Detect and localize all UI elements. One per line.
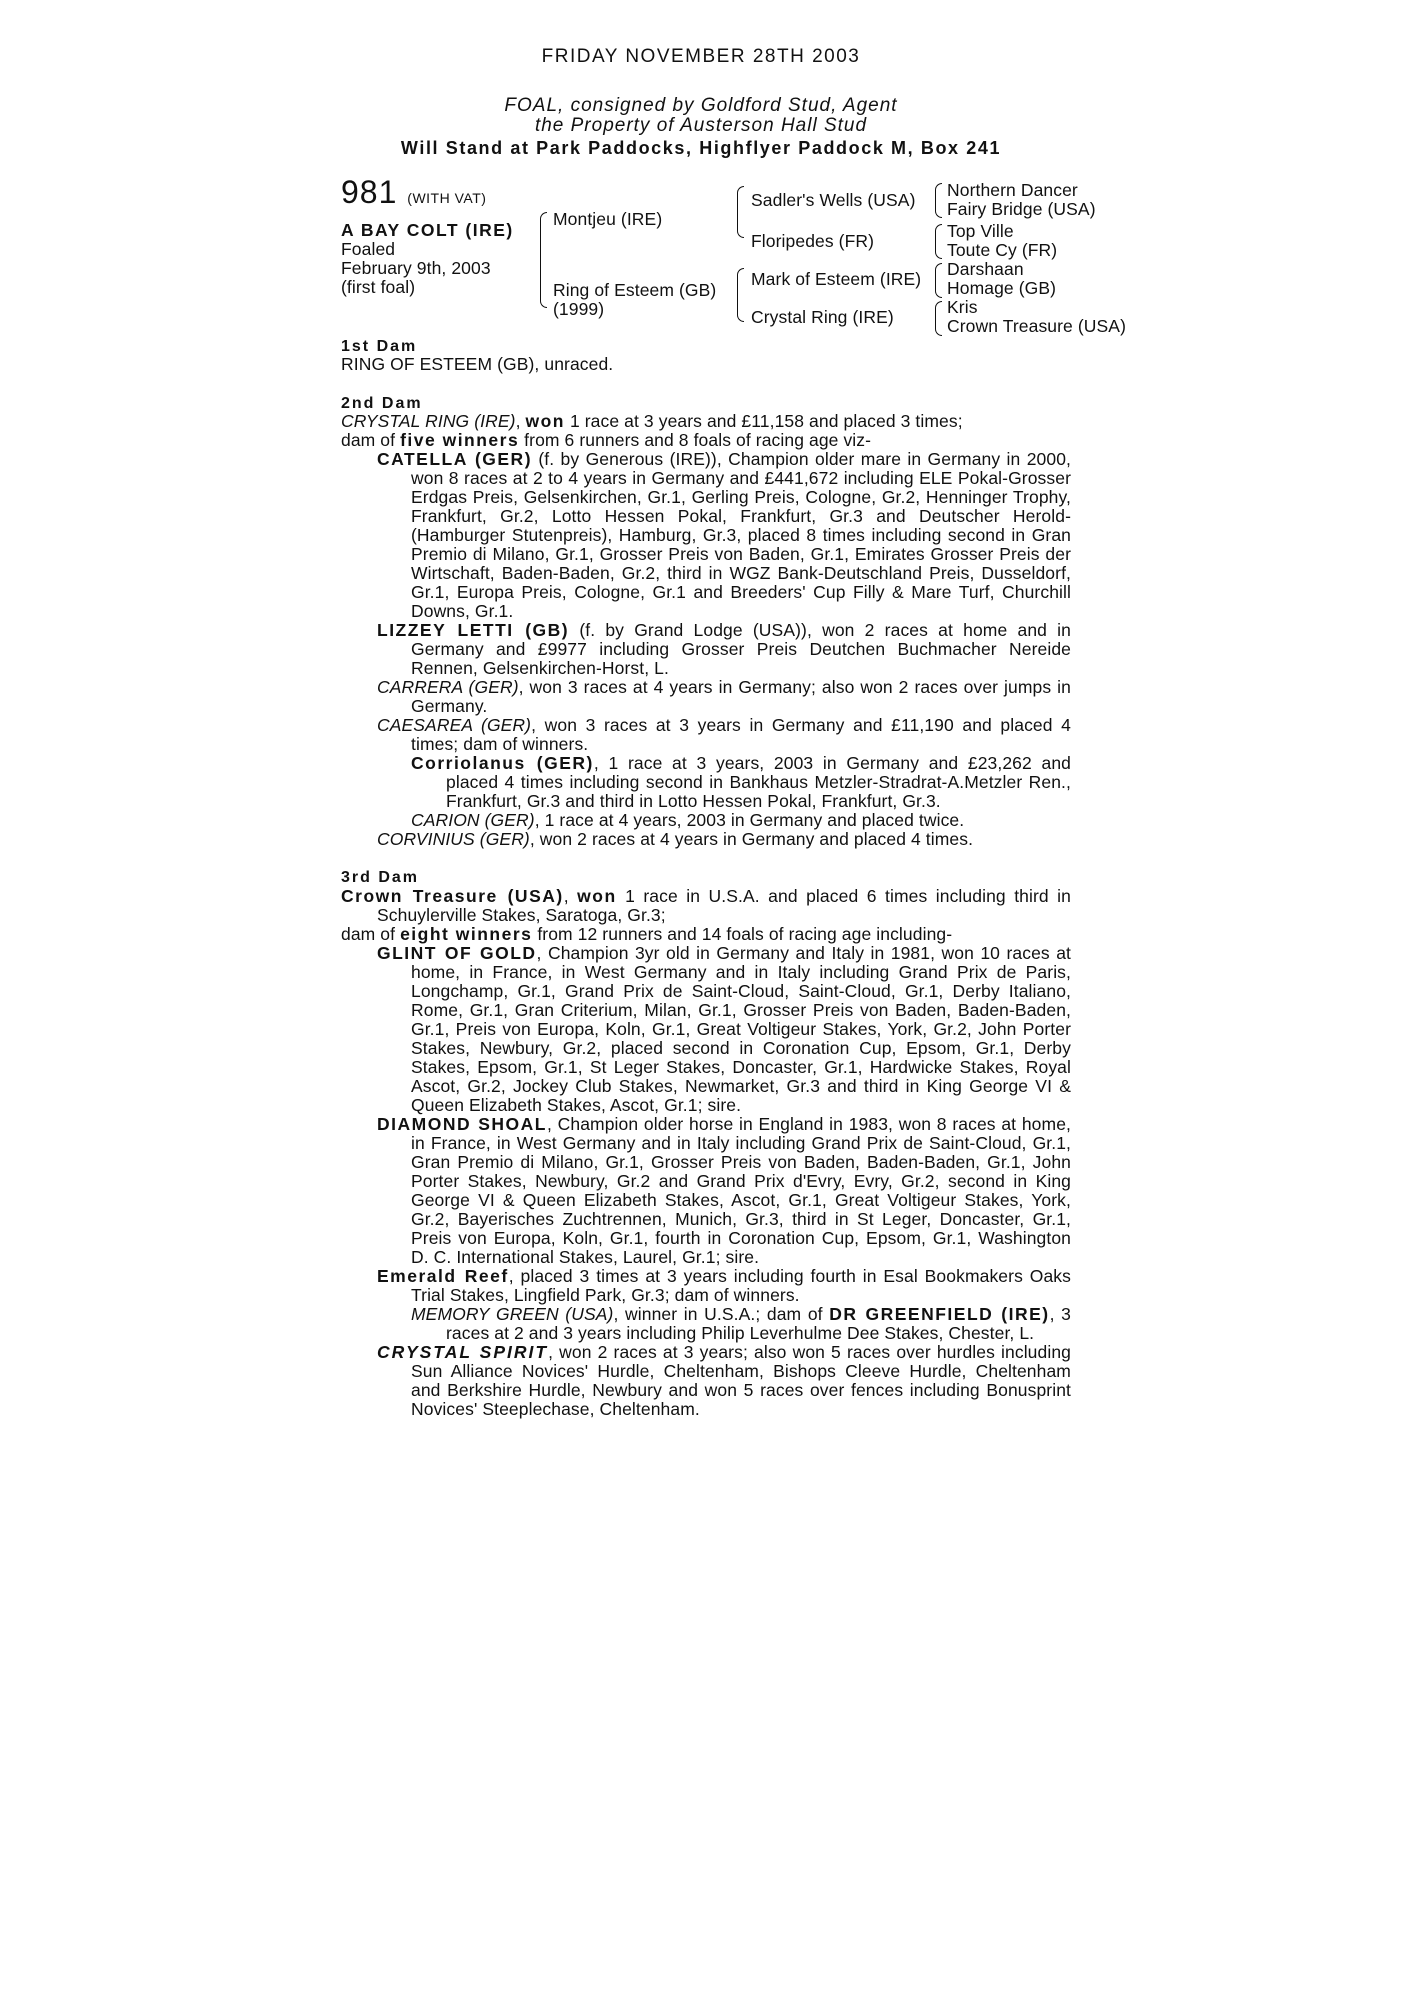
produce-entry (341, 450, 1071, 621)
pedigree-dam-year: (1999) (553, 299, 605, 319)
horse-name: CARRERA (GER) (377, 677, 519, 697)
produce-entry (341, 1305, 1071, 1343)
pedigree-dam-sire: Mark of Esteem (IRE) (751, 269, 922, 289)
pedigree-sire: Montjeu (IRE) (553, 209, 663, 229)
horse-name: Corriolanus (GER) (411, 753, 594, 773)
horse-record: , Champion 3yr old in Germany and Italy in 1981, won 10 races at home, in France, in West Germany and in Italy including Grand Prix de Paris, Longchamp, Gr.1, Grand Prix de Saint-Cloud, Saint-Cloud, Gr.1, Derby Italiano, Rome, Gr.1, Gran Criterium, Milan, Gr.1, Grosser Preis von Baden, Baden-Baden, Gr.1, Preis von Europa, Koln, Gr.1, Great Voltigeur Stakes, York, Gr.2, John Porter Stakes, Newbury, Gr.2, placed second in Coronation Cup, Epsom, Gr.1, Derby Stakes, Epsom, Gr.1, St Leger Stakes, Doncaster, Gr.1, Hardwicke Stakes, Royal Ascot, Gr.2, Jockey Club Stakes, Newmarket, Gr.3 and third in King George VI & Queen Elizabeth Stakes, Ascot, Gr.1; sire. (411, 943, 1071, 1115)
sale-date: FRIDAY NOVEMBER 28TH 2003 (541, 46, 861, 67)
horse-record: , placed 3 times at 3 years including fourth in Esal Bookmakers Oaks Trial Stakes, Lingfield Park, Gr.3; dam of winners. (411, 1266, 1071, 1305)
produce-entry (341, 1115, 1071, 1267)
produce-entry (341, 716, 1071, 754)
pedigree-g5: Darshaan (947, 259, 1024, 279)
pedigree-sire-sire: Sadler's Wells (USA) (751, 190, 916, 210)
horse-name: Emerald Reef (377, 1266, 509, 1286)
lot-number-value: 981 (341, 174, 398, 210)
dam-of-label: dam of (341, 430, 401, 450)
produce-summary (341, 431, 1071, 450)
pedigree-brace (540, 212, 547, 308)
first-dam-heading: 1st Dam (341, 338, 418, 355)
pedigree-g1: Northern Dancer (947, 180, 1078, 200)
pedigree-sire-dam: Floripedes (FR) (751, 231, 875, 251)
first-dam-text: RING OF ESTEEM (GB), unraced. (341, 354, 614, 374)
horse-record: , 1 race at 4 years, 2003 in Germany and placed twice. (534, 810, 965, 830)
produce-entry (341, 678, 1071, 716)
stand-location: Will Stand at Park Paddocks, Highflyer Paddock M, Box 241 (400, 138, 1002, 158)
winners-count: five winners (400, 430, 520, 450)
produce-entry (341, 754, 1071, 811)
produce-summary-text: from 6 runners and 8 foals of racing age viz- (519, 430, 872, 450)
record-text: 1 race in U.S.A. and placed 6 times including third in Schuylerville Stakes, Saratoga, Gr.3; (377, 886, 1072, 925)
horse-name: CATELLA (GER) (377, 449, 533, 469)
produce-entry (341, 1267, 1071, 1305)
horse-name: LIZZEY LETTI (GB) (377, 620, 570, 640)
foaled-date: February 9th, 2003 (341, 258, 491, 278)
vat-label: (WITH VAT) (407, 190, 487, 206)
dam-of-label: dam of (341, 924, 401, 944)
third-dam-heading: 3rd Dam (341, 869, 420, 886)
produce-entry (341, 944, 1071, 1115)
horse-record: (f. by Grand Lodge (USA)), won 2 races at home and in Germany and £9977 including Grosser Preis Deutchen Buchmacher Nereide Rennen, Gelsenkirchen-Horst, L. (411, 620, 1071, 678)
pedigree-brace (935, 301, 942, 336)
consignor-line-1: FOAL, consigned by Goldford Stud, Agent (504, 95, 898, 116)
lot-number (341, 174, 487, 210)
dam-name: Crown Treasure (USA) (341, 886, 564, 906)
pedigree-dam-dam: Crystal Ring (IRE) (751, 307, 894, 327)
winners-count: eight winners (400, 924, 533, 944)
pedigree-brace (737, 186, 744, 238)
horse-name: CRYSTAL SPIRIT (377, 1342, 549, 1362)
horse-name: CORVINIUS (GER) (377, 829, 530, 849)
horse-name: CARION (GER) (411, 810, 535, 830)
horse-name: GLINT OF GOLD (377, 943, 537, 963)
lot-info (341, 221, 514, 297)
lot-note: (first foal) (341, 277, 416, 297)
second-dam-section (341, 412, 1071, 849)
won-label: won (577, 886, 617, 906)
foaled-label: Foaled (341, 239, 396, 259)
pedigree-brace (935, 224, 942, 259)
consignor-line-2: the Property of Austerson Hall Stud (534, 115, 868, 136)
horse-record: , winner in U.S.A.; dam of (613, 1304, 830, 1324)
produce-summary (341, 925, 1071, 944)
horse-name: CAESAREA (GER) (377, 715, 532, 735)
lot-description: A BAY COLT (IRE) (341, 220, 514, 240)
won-label: won (525, 411, 565, 431)
pedigree-g8: Crown Treasure (USA) (947, 316, 1126, 336)
horse-record: , won 3 races at 4 years in Germany; also won 2 races over jumps in Germany. (411, 677, 1071, 716)
produce-entry (341, 1343, 1071, 1419)
horse-record: , Champion older horse in England in 1983, won 8 races at home, in France, in West Germany and in Italy including Grand Prix de Saint-Cloud, Gr.1, Gran Premio di Milano, Gr.1, Grosser Preis von Baden, Baden-Baden, Gr.1, John Porter Stakes, Newbury, Gr.2 and Grand Prix d'Evry, Evry, Gr.2, second in King George VI & Queen Elizabeth Stakes, Ascot, Gr.1, Great Voltigeur Stakes, York, Gr.2, Bayerisches Zuchtrennen, Munich, Gr.3, third in St Leger, Doncaster, Gr.1, Preis von Europa, Koln, Gr.1, fourth in Coronation Cup, Epsom, Gr.1, Washington D. C. International Stakes, Laurel, Gr.1; sire. (411, 1114, 1071, 1267)
dam-name: CRYSTAL RING (IRE) (341, 411, 516, 431)
horse-record: (f. by Generous (IRE)), Champion older mare in Germany in 2000, won 8 races at 2 to 4 years in Germany and £441,672 including ELE Pokal-Grosser Erdgas Preis, Gelsenkirchen, Gr.1, Gerling Preis, Cologne, Gr.2, Henninger Trophy, Frankfurt, Gr.2, Lotto Hessen Pokal, Frankfurt, Gr.3 and Deutscher Herold-(Hamburger Stutenpreis), Hamburg, Gr.3, placed 8 times including second in Gran Premio di Milano, Gr.1, Grosser Preis von Baden, Gr.1, Emirates Grosser Preis der Wirtschaft, Baden-Baden, Gr.2, third in WGZ Bank-Deutschland Preis, Dusseldorf, Gr.1, Europa Preis, Cologne, Gr.1 and Breeders' Cup Filly & Mare Turf, Churchill Downs, Gr.1. (411, 449, 1071, 621)
produce-entry (341, 830, 1071, 849)
pedigree-g6: Homage (GB) (947, 278, 1057, 298)
produce-entry (341, 621, 1071, 678)
second-dam-line: CRYSTAL RING (IRE), won 1 race at 3 years and £11,158 and placed 3 times; (341, 411, 963, 431)
third-dam-section (341, 887, 1071, 1419)
horse-record: , 1 race at 3 years, 2003 in Germany and £23,262 and placed 4 times including second in Bankhaus Metzler-Stradrat-A.Metzler Ren., Frankfurt, Gr.3 and third in Lotto Hessen Pokal, Frankfurt, Gr.3. (446, 753, 1071, 811)
record-text: 1 race at 3 years and £11,158 and placed 3 times; (565, 411, 963, 431)
consignor (341, 96, 1061, 136)
pedigree-g3: Top Ville (947, 221, 1014, 241)
horse-name: DIAMOND SHOAL (377, 1114, 547, 1134)
produce-summary-text: from 12 runners and 14 foals of racing age including- (532, 924, 953, 944)
pedigree-brace (935, 263, 942, 298)
pedigree-g7: Kris (947, 297, 978, 317)
horse-record: , won 2 races at 4 years in Germany and placed 4 times. (529, 829, 974, 849)
horse-name: DR GREENFIELD (IRE) (829, 1304, 1050, 1324)
pedigree-brace (935, 183, 942, 218)
pedigree-g4: Toute Cy (FR) (947, 240, 1058, 260)
pedigree-brace (737, 268, 744, 322)
pedigree-g2: Fairy Bridge (USA) (947, 199, 1096, 219)
horse-record: , won 3 races at 3 years in Germany and £11,190 and placed 4 times; dam of winners. (411, 715, 1071, 754)
horse-name: MEMORY GREEN (USA) (411, 1304, 614, 1324)
produce-entry (341, 811, 1071, 830)
horse-record: , won 2 races at 3 years; also won 5 races over hurdles including Sun Alliance Novices' Hurdle, Cheltenham, Bishops Cleeve Hurdle, Cheltenham and Berkshire Hurdle, Newbury and won 5 races over fences including Bonusprint Novices' Steeplechase, Cheltenham. (411, 1342, 1072, 1419)
second-dam-heading: 2nd Dam (341, 395, 423, 412)
pedigree-dam: Ring of Esteem (GB) (553, 280, 717, 300)
horse-record: , 3 races at 2 and 3 years including Philip Leverhulme Dee Stakes, Chester, L. (446, 1304, 1071, 1343)
third-dam-line: Crown Treasure (USA), won 1 race in U.S.A. and placed 6 times including third in Schuylerville Stakes, Saratoga, Gr.3; (341, 886, 1072, 925)
